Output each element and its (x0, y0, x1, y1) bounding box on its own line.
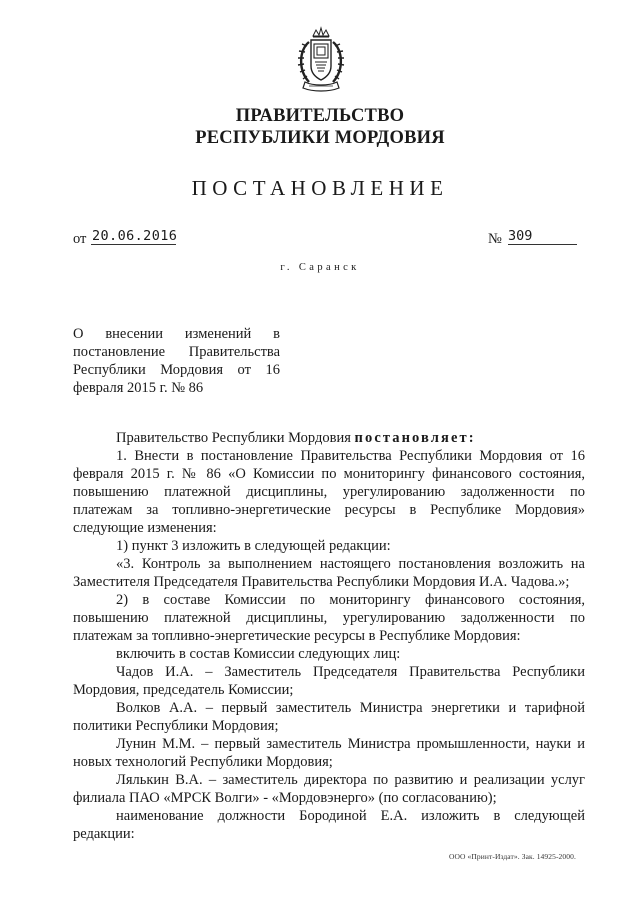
printer-imprint: ООО «Принт-Издат». Зак. 14925-2000. (449, 852, 576, 861)
document-type: ПОСТАНОВЛЕНИЕ (191, 176, 449, 200)
paragraph-10 (73, 807, 585, 843)
intro-lead: Правительство Республики Мордовия (116, 430, 351, 446)
number-prefix: № (488, 231, 502, 247)
document-date: 20.06.2016 (92, 228, 178, 244)
city-name: г. Саранск (280, 262, 360, 273)
government-title-line2: РЕСПУБЛИКИ МОРДОВИЯ (195, 128, 445, 148)
text-line: «3. Контроль за выполнением настоящего постановления возложить на (116, 556, 585, 572)
text-line: Заместителя Председателя Правительства Республики Мордовия И.А. Чадова.»; (73, 574, 570, 590)
text-line: платежам за топливно-энергетические ресурсы в Республике Мордовия: (73, 628, 521, 644)
government-title-line1: ПРАВИТЕЛЬСТВО (235, 106, 405, 126)
text-line: политики Республики Мордовия; (73, 718, 279, 734)
intro-decree-word: постановляет: (354, 430, 476, 446)
text-line: Чадов И.А. – Заместитель Председателя Правительства Республики (116, 664, 585, 680)
document-body (73, 429, 585, 843)
text-line: Лунин М.М. – первый заместитель Министра промышленности, науки и (116, 736, 585, 752)
paragraph-6 (73, 663, 585, 699)
paragraph-7 (73, 699, 585, 735)
text-line: редакции: (73, 826, 135, 842)
text-line: Мордовия, председатель Комиссии; (73, 682, 294, 698)
text-line: постановление Правительства (73, 344, 280, 360)
text-line: Республики Мордовия от 16 (73, 362, 280, 378)
text-line: платежам за топливно-энергетические ресурсы в Республике Мордовия» (73, 502, 585, 518)
text-line: включить в состав Комиссии следующих лиц: (116, 646, 401, 662)
paragraph-8 (73, 735, 585, 771)
paragraph-3 (73, 555, 585, 591)
paragraph-5 (73, 645, 585, 663)
date-prefix: от (73, 231, 87, 247)
paragraph-9 (73, 771, 585, 807)
text-line: 2) в составе Комиссии по мониторингу финансового состояния, (116, 592, 585, 608)
text-line: повышению платежной дисциплины, урегулированию задолженности по (73, 610, 585, 626)
intro-paragraph (73, 429, 585, 447)
text-line: филиала ПАО «МРСК Волги» - «Мордовэнерго» (по согласованию); (73, 790, 497, 806)
text-line: Лялькин В.А. – заместитель директора по развитию и реализации услуг (116, 772, 585, 788)
text-line: февраля 2015 г. № 86 (73, 380, 204, 396)
text-line: февраля 2015 г. № 86 «О Комиссии по мониторингу финансового состояния, (73, 466, 585, 482)
text-line: О внесении изменений в (73, 326, 280, 342)
paragraph-4 (73, 591, 585, 645)
text-line: 1) пункт 3 изложить в следующей редакции: (116, 538, 391, 554)
document-subject (73, 325, 280, 397)
text-line: следующие изменения: (73, 520, 217, 536)
text-line: новых технологий Республики Мордовия; (73, 754, 333, 770)
coat-of-arms-emblem (295, 26, 347, 94)
text-line: наименование должности Бородиной Е.А. изложить в следующей (116, 808, 585, 824)
text-line: Волков А.А. – первый заместитель Министра энергетики и тарифной (116, 700, 585, 716)
paragraph-2 (73, 537, 585, 555)
document-number: 309 (508, 228, 577, 245)
paragraph-1 (73, 447, 585, 537)
text-line: повышению платежной дисциплины, урегулированию задолженности по (73, 484, 585, 500)
text-line: 1. Внести в постановление Правительства Республики Мордовия от 16 (116, 448, 585, 464)
